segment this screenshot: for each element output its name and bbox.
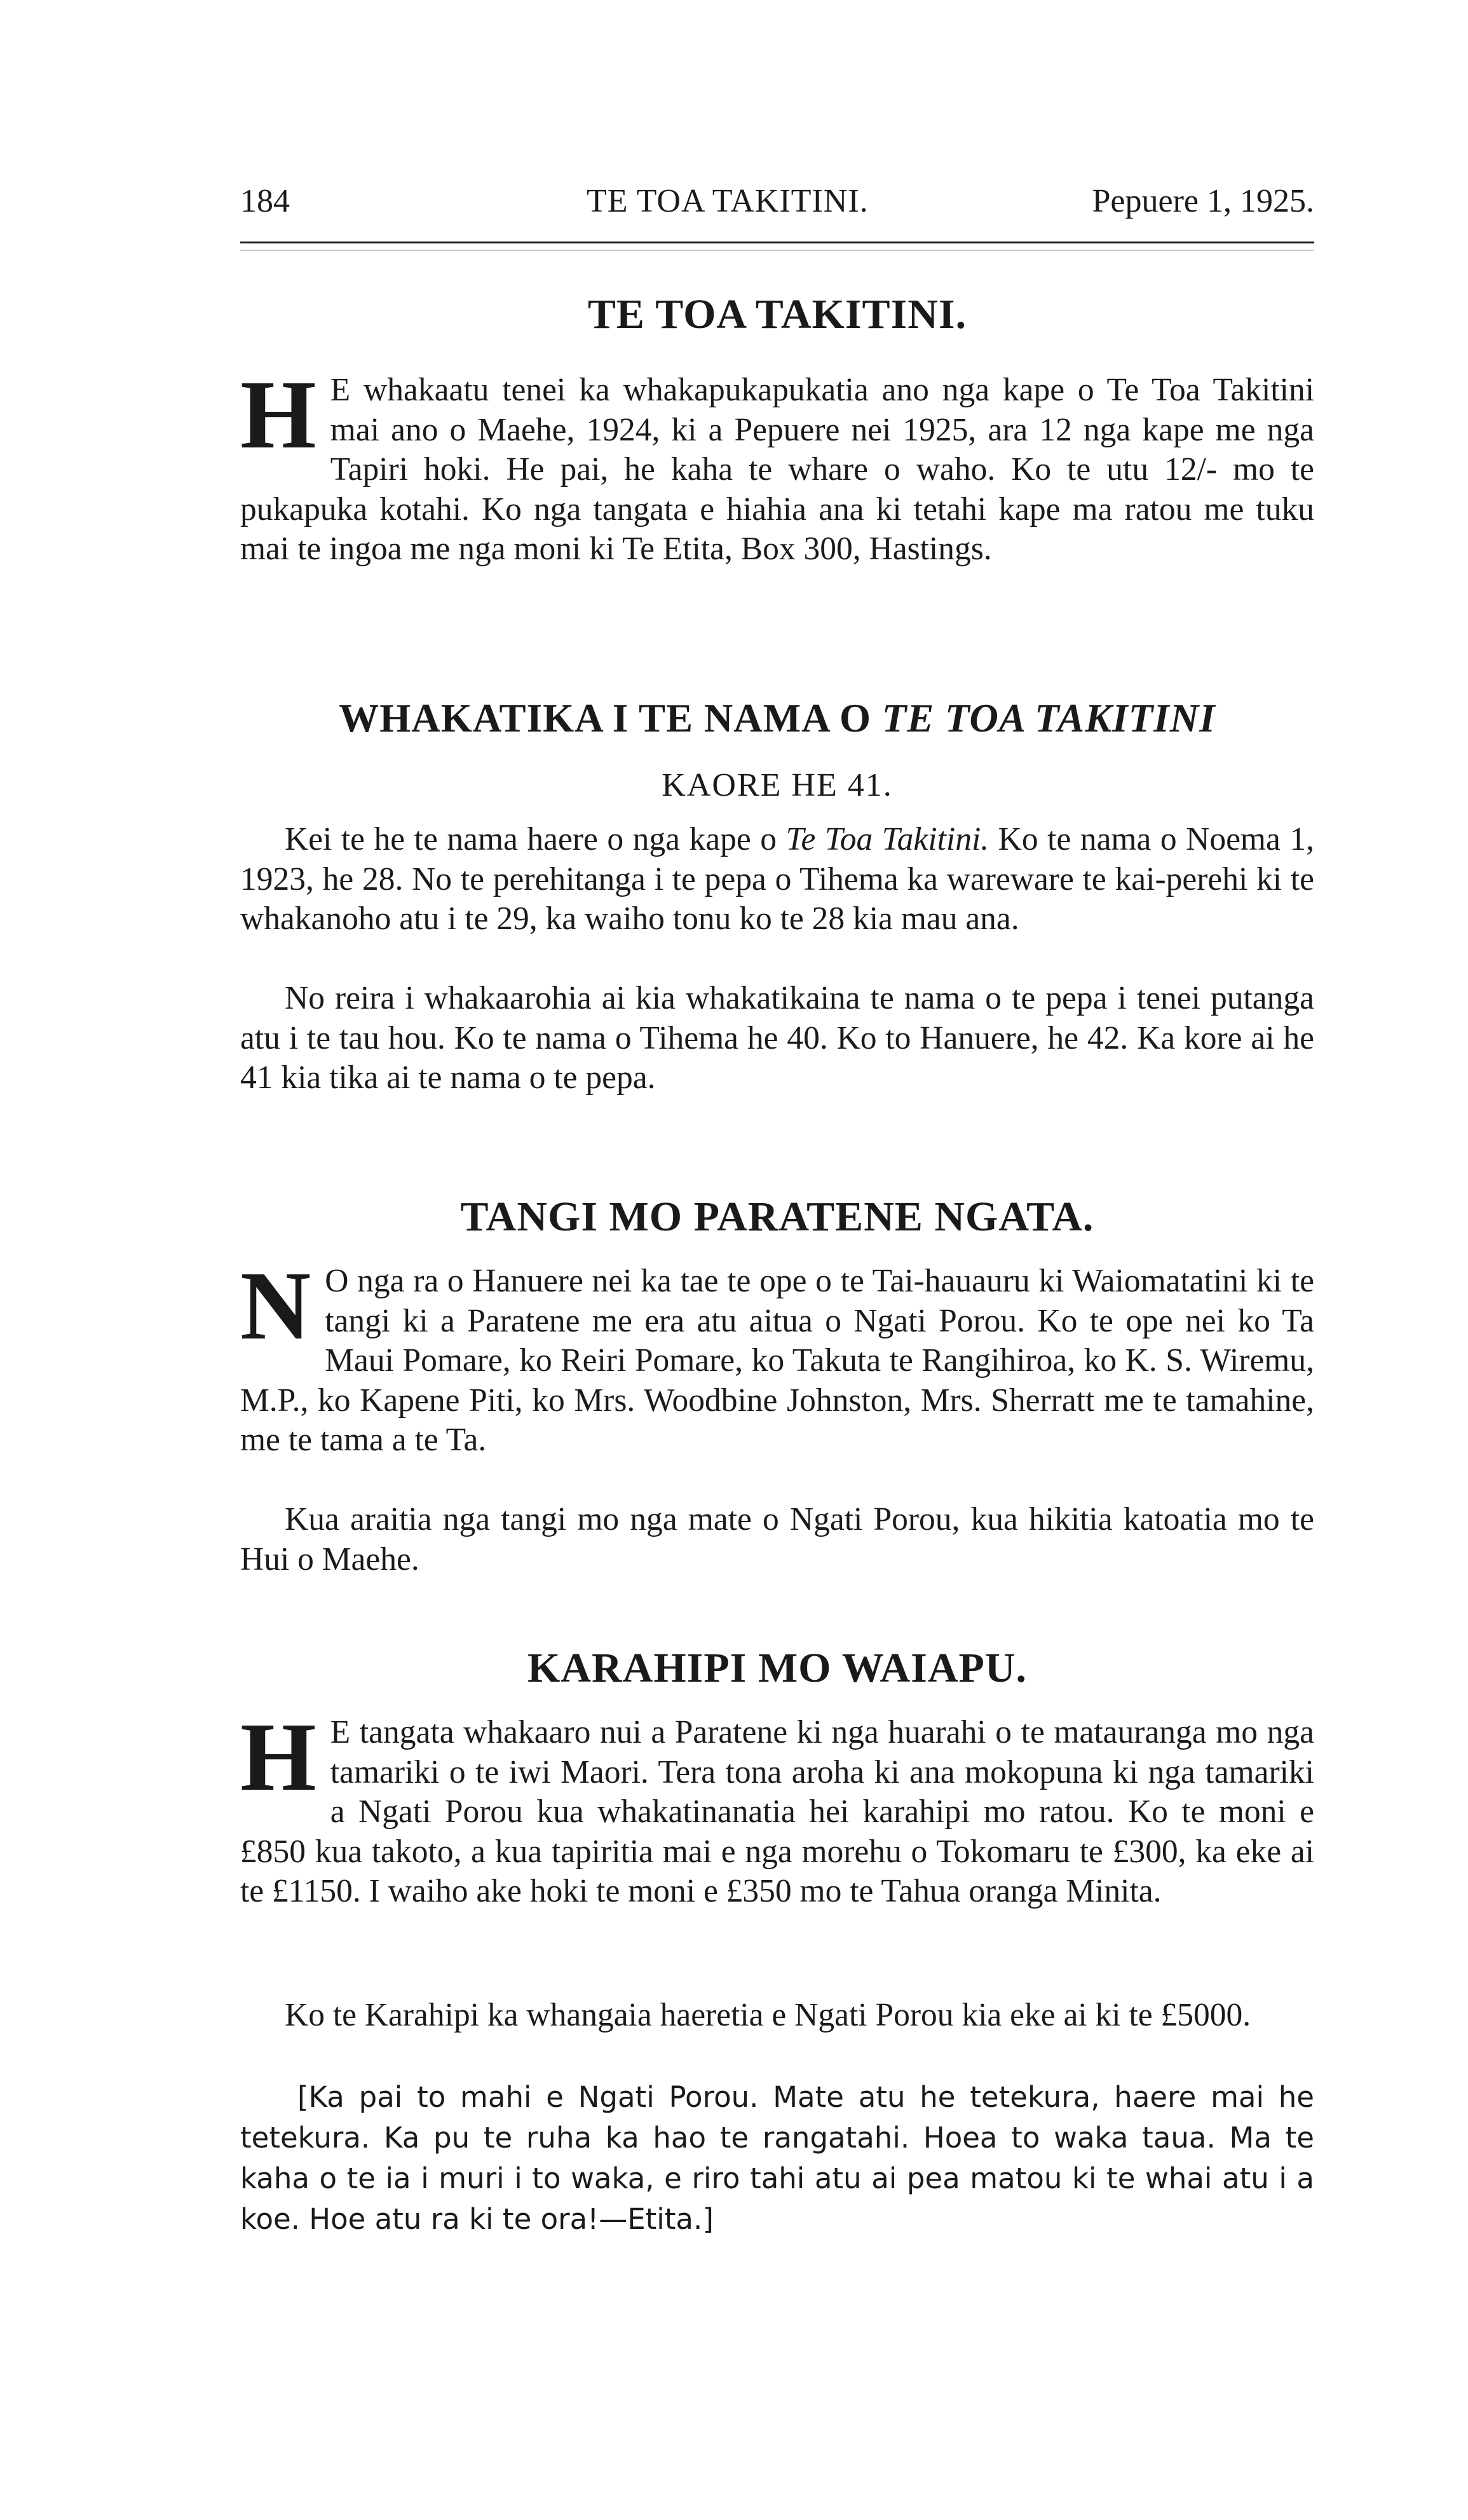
paragraph-italic-title: Te Toa Takitini. — [785, 821, 989, 857]
section-paragraph: Kua araitia nga tangi mo nga mate o Ngati Porou, kua hikitia katoatia mo te Hui o Maehe. — [240, 1501, 1314, 1577]
paragraph-text: Ko te nama o Noema 1, 1923, he 28. No te perehitanga i te pepa o Tihema ka wareware te kai-perehi ki te whakanoho atu i te 29, ka waiho tonu ko te 28 kia mau ana. — [240, 821, 1314, 937]
section-paragraph: Ko te Karahipi ka whangaia haeretia e Ngati Porou kia eke ai ki te £5000. — [285, 1997, 1251, 2033]
drop-cap: H — [240, 1703, 316, 1811]
running-head — [240, 179, 1314, 224]
section-heading-te-toa-takitini: TE TOA TAKITINI. — [587, 291, 967, 337]
section-paragraph — [240, 1703, 1314, 1912]
section-paragraph: No reira i whakaarohia ai kia whakatikaina te nama o te pepa i tenei putanga atu i te tau hou. Ko te nama o Tihema he 40. Ko to Hanuere, he 42. Ka kore ai he 41 kia tika ai te nama o te pepa. — [240, 980, 1314, 1096]
drop-cap: H — [240, 361, 316, 469]
header-rule — [240, 242, 1314, 243]
paragraph-text: E whakaatu tenei ka whakapukapukatia ano nga kape o Te Toa Takitini mai ano o Maehe, 1924, ki a Pepuere nei 1925, ara 12 nga kape me nga Tapiri hoki. He pai, he kaha te whare o waho. Ko te utu 12/- mo te pukapuka kotahi. Ko nga tangata e hiahia ana ki tetahi kape ma ratou me tuku mai te ingoa me nga moni ki Te Etita, Box 300, Hastings. — [240, 372, 1314, 567]
issue-date: Pepuere 1, 1925. — [1092, 183, 1314, 219]
paragraph-text: Kei te he te nama haere o nga kape o — [285, 821, 786, 857]
page-number: 184 — [240, 183, 290, 219]
section-paragraph — [240, 820, 1314, 939]
paragraph-text: O nga ra o Hanuere nei ka tae te ope o te Tai-hauauru ki Waiomatatini ki te tangi ki a Paratene me era atu aitua o Ngati Porou. Ko te ope nei ko Ta Maui Pomare, ko Reiri Pomare, ko Takuta te Rangihiroa, ko K. S. Wiremu, M.P., ko Kapene Piti, ko Mrs. Woodbine Johnston, Mrs. Sherratt me te tamahine, me te tama a te Ta. — [240, 1263, 1314, 1458]
section-heading-karahipi: KARAHIPI MO WAIAPU. — [527, 1645, 1027, 1691]
section-heading-tangi: TANGI MO PARATENE NGATA. — [460, 1194, 1094, 1240]
heading-italic-title: TE TOA TAKITINI — [881, 696, 1216, 740]
editor-note: [Ka pai to mahi e Ngati Porou. Mate atu he tetekura, haere mai he tetekura. Ka pu te ruha ka hao te rangatahi. Hoea to waka taua. Ma te kaha o te ia i muri i to waka, e riro tahi atu ai pea matou ki te whai atu i a koe. Hoe atu ra ki te ora!—Etita.] — [240, 2080, 1314, 2236]
drop-cap: N — [240, 1252, 311, 1360]
section-paragraph — [240, 361, 1314, 569]
running-title: TE TOA TAKITINI. — [587, 183, 869, 219]
paragraph-text: E tangata whakaaro nui a Paratene ki nga huarahi o te matauranga mo nga tamariki o te iwi Maori. Tera tona aroha ki ana mokopuna ki nga tamariki a Ngati Porou kua whakatinanatia hei karahipi mo ratou. Ko te moni e £850 kua takoto, a kua tapiritia mai e nga morehu o Tokomaru te £300, ka eke ai te £1150. I waiho ake hoki te moni e £350 mo te Tahua oranga Minita. — [240, 1714, 1314, 1909]
section-paragraph — [240, 1252, 1314, 1461]
section-subheading: KAORE HE 41. — [662, 767, 893, 803]
section-heading-whakatika — [240, 693, 1314, 744]
heading-text: WHAKATIKA I TE NAMA O — [339, 696, 882, 740]
